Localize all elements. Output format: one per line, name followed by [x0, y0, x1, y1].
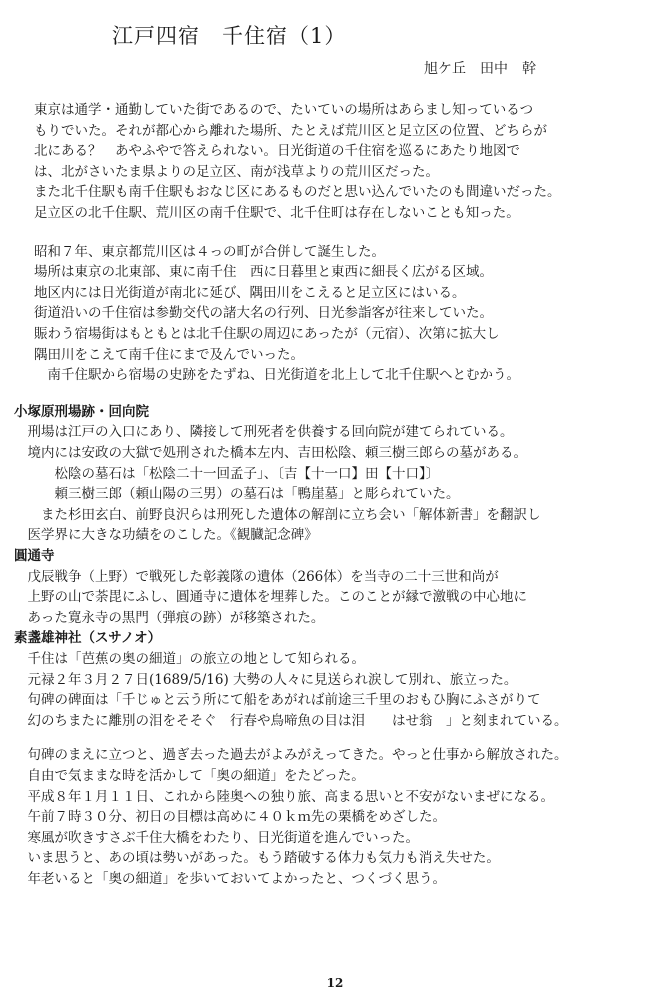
text-line: 東京は通学・通勤していた街であるので、たいていの場所はあらまし知っているつ	[34, 102, 534, 118]
text-line: 句碑の碑面は「千じゅと云う所にて船をあがれば前途三千里のおもひ胸にふさがりて	[14, 692, 541, 708]
text-line: 足立区の北千住駅、荒川区の南千住駅で、北千住町は存在しないことも知った。	[34, 205, 520, 221]
section-heading: 小塚原刑場跡・回向院	[14, 404, 149, 420]
text-line: 戊辰戦争（上野）で戦死した彰義隊の遺体（266体）を当寺の二十三世和尚が	[14, 569, 499, 585]
text-line: 松陰の墓石は「松陰二十一回孟子」、〔吉【十一口】田【十口】〕	[14, 466, 440, 482]
text-line: 街道沿いの千住宿は参勤交代の諸大名の行列、日光参詣客が往来していた。	[34, 305, 493, 321]
text-line: 医学界に大きな功績をのこした。《観臓記念碑》	[14, 527, 318, 543]
text-line: また北千住駅も南千住駅もおなじ区にあるものだと思い込んでいたのも間違いだった。	[34, 184, 561, 200]
text-line: 句碑のまえに立つと、過ぎ去った過去がよみがえってきた。やっと仕事から解放された。	[14, 747, 568, 763]
text-line: 賑わう宿場街はもともとは北千住駅の周辺にあったが（元宿）、次第に拡大し	[34, 326, 500, 342]
text-line: いま思うと、あの頃は勢いがあった。もう踏破する体力も気力も消え失せた。	[14, 850, 500, 866]
page-number: 12	[326, 976, 344, 990]
section-heading: 素盞雄神社（スサノオ）	[14, 630, 162, 646]
text-line: 境内には安政の大獄で処刑された橋本左内、吉田松陰、頼三樹三郎らの墓がある。	[14, 445, 527, 461]
text-line: 千住は「芭蕉の奥の細道」の旅立の地として知られる。	[14, 651, 365, 667]
text-line: 場所は東京の北東部、東に南千住 西に日暮里と東西に細長く広がる区域。	[34, 264, 493, 280]
text-line: 隅田川をこえて南千住にまで及んでいった。	[34, 347, 304, 363]
text-line: 地区内には日光街道が南北に延び、隅田川をこえると足立区にはいる。	[34, 285, 466, 301]
text-line: 刑場は江戸の入口にあり、隣接して刑死者を供養する回向院が建てられている。	[14, 424, 514, 440]
text-line: また杉田玄白、前野良沢らは刑死した遺体の解剖に立ち会い「解体新書」を翻訳し	[14, 507, 541, 523]
text-line: 年老いると「奥の細道」を歩いておいてよかったと、つくづく思う。	[14, 871, 446, 887]
page-title: 江戸四宿 千住宿（1）	[112, 24, 347, 48]
text-line: は、北がさいたま県よりの足立区、南が浅草よりの荒川区だった。	[34, 164, 439, 180]
text-line: 頼三樹三郎（頼山陽の三男）の墓石は「鴨崖墓」と彫られていた。	[14, 486, 460, 502]
text-line: 寒風が吹きすさぶ千住大橋をわたり、日光街道を進んでいった。	[14, 830, 419, 846]
text-line: 幻のちまたに離別の泪をそそぐ 行春や鳥啼魚の目は泪 はせ翁 」と刻まれている。	[14, 713, 568, 729]
text-line: 昭和７年、東京都荒川区は４っの町が合併して誕生した。	[34, 244, 385, 260]
text-line: もりでいた。それが都心から離れた場所、たとえば荒川区と足立区の位置、どちらが	[34, 123, 547, 139]
text-line: 上野の山で荼毘にふし、圓通寺に遺体を埋葬した。このことが縁で激戦の中心地に	[14, 589, 527, 605]
text-line: 元禄２年３月２７日(1689/5/16) 大勢の人々に見送られ涙して別れ、旅立った。	[14, 672, 518, 688]
section-heading: 圓通寺	[14, 548, 55, 564]
text-line: 南千住駅から宿場の史跡をたずね、日光街道を北上して北千住駅へとむかう。	[34, 367, 520, 383]
author-name: 旭ケ丘 田中 幹	[424, 61, 536, 77]
text-line: あった寛永寺の黒門（弾痕の跡）が移築された。	[14, 610, 325, 626]
text-line: 自由で気ままな時を活かして「奥の細道」をたどった。	[14, 768, 365, 784]
text-line: 北にある？ あやふやで答えられない。日光街道の千住宿を巡るにあたり地図で	[34, 143, 520, 159]
text-line: 平成８年１月１１日、これから陸奥への独り旅、高まる思いと不安がないまぜになる。	[14, 789, 554, 805]
text-line: 午前７時３０分、初日の目標は高めに４０ｋｍ先の栗橋をめざした。	[14, 809, 446, 825]
